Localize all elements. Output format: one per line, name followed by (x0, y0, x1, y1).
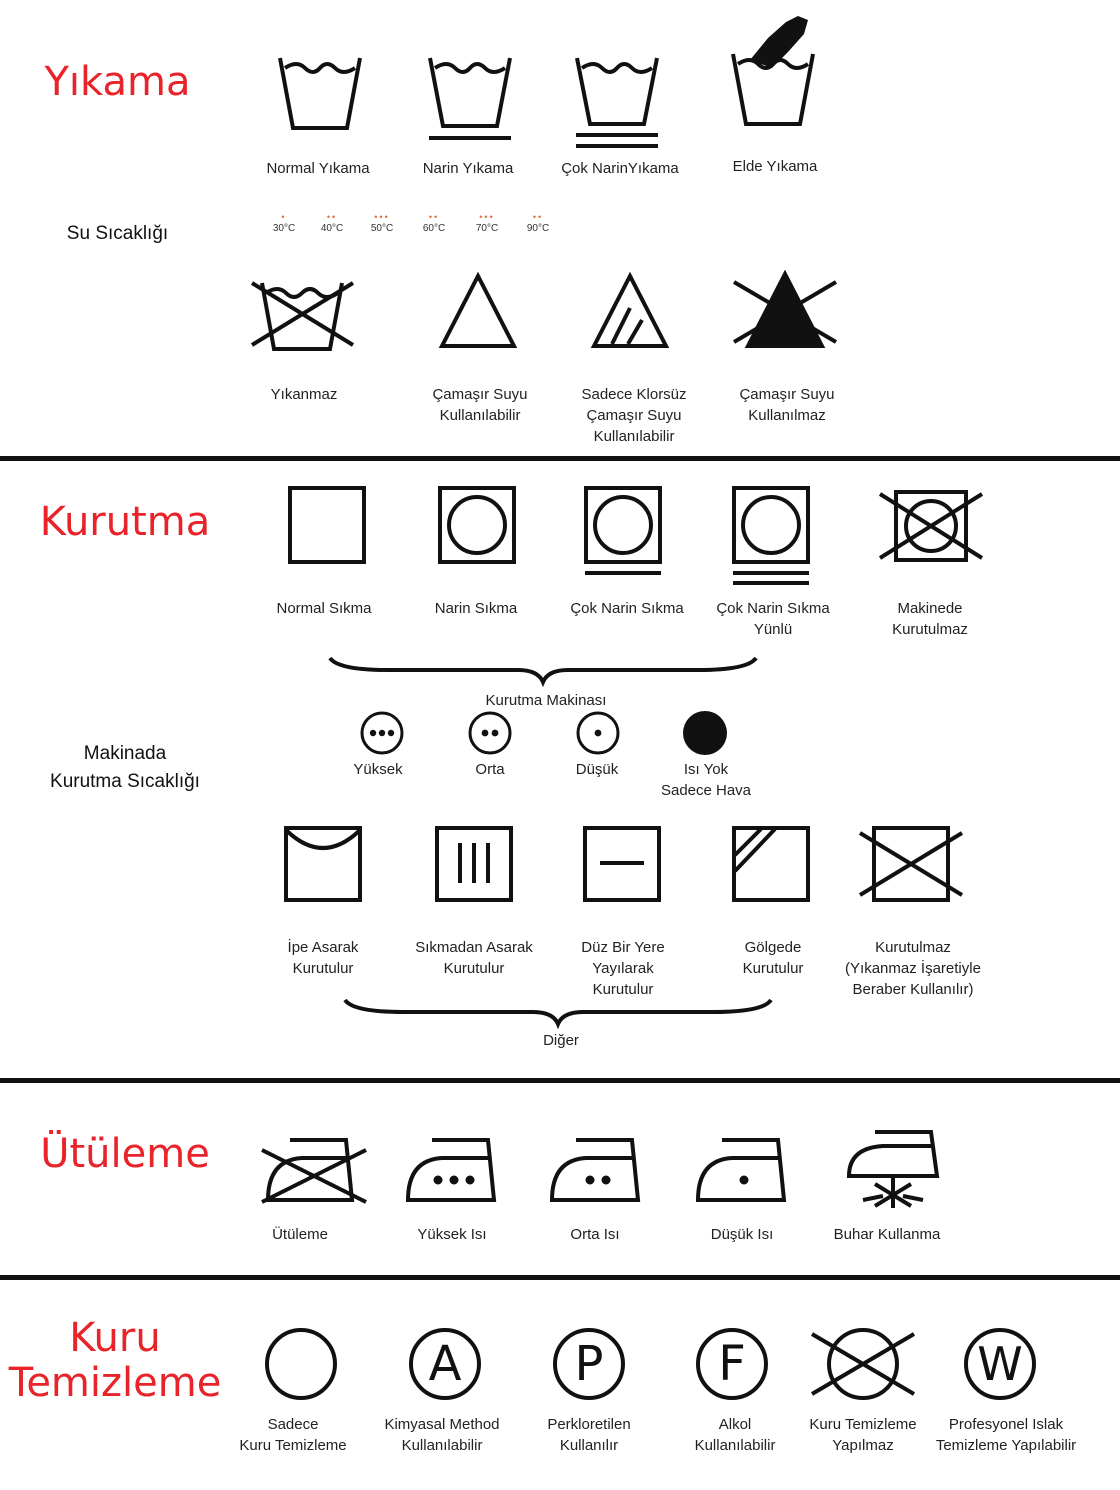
heat-label: Orta (475, 761, 505, 778)
temperature-label: 50°C (370, 223, 394, 234)
heat-label: Isı Yok Sadece Hava (660, 761, 752, 799)
temperature-label: 70°C (475, 223, 499, 234)
square-icon (287, 485, 367, 565)
other-dry-label: Gölgede Kurutulur (742, 939, 804, 977)
bleach-triangle-icon (438, 272, 518, 350)
subheading-line2: Kurutma Sıcaklığı (50, 770, 200, 792)
group-label-tumble: Kurutma Makinası (485, 692, 607, 709)
temperature-dots: ••• (374, 212, 390, 222)
washing-label: Elde Yıkama (732, 158, 818, 175)
section-divider (0, 1275, 1120, 1280)
group-brace (328, 652, 758, 686)
section-title-utuleme: Ütüleme (40, 1131, 210, 1177)
tumble-label: Normal Sıkma (276, 600, 372, 617)
temperature-label: 60°C (422, 223, 446, 234)
temperature-dots: ••• (479, 212, 495, 222)
ironing-label: Yüksek Isı (417, 1226, 487, 1243)
other-dry-label: İpe Asarak Kurutulur (287, 939, 359, 977)
section-title-kurutma: Kurutma (39, 499, 211, 545)
ironing-label: Düşük Isı (710, 1226, 774, 1243)
subheading-water-temperature: Su Sıcaklığı (66, 223, 169, 244)
do-not-bleach-icon (730, 270, 840, 352)
temperature-item (264, 212, 304, 234)
temperature-item (312, 212, 352, 234)
section-divider (0, 1078, 1120, 1083)
dry-clean-label: Kimyasal Method Kullanılabilir (384, 1416, 500, 1454)
tumble-label: Çok Narin Sıkma (570, 600, 684, 617)
no-steam-icon (843, 1126, 943, 1208)
ironing-label: Ütüleme (272, 1226, 328, 1243)
tumble-label: Makinede Kurutulmaz (892, 600, 968, 638)
ironing-label: Orta Isı (570, 1226, 620, 1243)
hand-wash-icon (728, 12, 818, 130)
dry-clean-letter: A (428, 1336, 462, 1392)
filled-circle-icon (682, 710, 728, 756)
washtub-one-bar-icon (425, 50, 515, 145)
washtub-two-bars-icon (572, 50, 662, 155)
temperature-dots: •• (428, 212, 440, 222)
dry-in-shade-icon (731, 825, 811, 903)
heat-label: Düşük (575, 761, 619, 778)
circle-a-icon (407, 1326, 483, 1402)
ironing-label: Buhar Kullanma (833, 1226, 941, 1243)
temperature-label: 90°C (526, 223, 550, 234)
temperature-item (518, 212, 558, 234)
do-not-tumble-dry-icon (878, 488, 984, 564)
dry-clean-label: Sadece Kuru Temizleme (239, 1416, 347, 1454)
temperature-item (467, 212, 507, 234)
temperature-label: 30°C (272, 223, 296, 234)
temperature-dots: •• (326, 212, 338, 222)
group-brace (343, 994, 773, 1028)
do-not-dry-clean-icon (810, 1326, 916, 1402)
bleach-label: Sadece Klorsüz Çamaşır Suyu Kullanılabilir (581, 386, 687, 445)
drip-dry-icon (434, 825, 514, 903)
iron-one-dot-icon (694, 1130, 789, 1206)
two-dots-circle-icon (467, 710, 513, 756)
washing-label: Narin Yıkama (422, 160, 514, 177)
dry-clean-label: Perkloretilen Kullanılır (547, 1416, 631, 1454)
heat-label: Yüksek (353, 761, 403, 778)
dry-clean-letter: F (718, 1336, 746, 1392)
subheading-machine-dry-temperature (20, 740, 230, 795)
three-dots-circle-icon (359, 710, 405, 756)
circle-p-icon (551, 1326, 627, 1402)
dry-flat-icon (582, 825, 662, 903)
do-not-iron-icon (260, 1130, 368, 1206)
temperature-label: 40°C (320, 223, 344, 234)
other-dry-label: Sıkmadan Asarak Kurutulur (415, 939, 533, 977)
bleach-label: Çamaşır Suyu Kullanılmaz (739, 386, 835, 424)
temperature-dots: • (281, 212, 287, 222)
section-title-kuru-temizleme (0, 1316, 230, 1406)
non-chlorine-bleach-icon (590, 272, 670, 350)
dry-clean-label: Kuru Temizleme Yapılmaz (809, 1416, 917, 1454)
section-title-line2: Temizleme (8, 1359, 222, 1406)
tumble-dry-two-bars-icon (731, 485, 811, 587)
tumble-dry-icon (437, 485, 517, 565)
washing-label: Çok NarinYıkama (561, 160, 679, 177)
dry-clean-letter: P (574, 1336, 604, 1392)
section-divider (0, 456, 1120, 461)
bleach-label: Çamaşır Suyu Kullanılabilir (432, 386, 528, 424)
washtub-icon (275, 50, 365, 135)
section-title-yikama: Yıkama (44, 59, 191, 105)
temperature-dots: •• (532, 212, 544, 222)
other-dry-label: Düz Bir Yere Yayılarak Kurutulur (581, 939, 665, 998)
bleach-label: Yıkanmaz (270, 386, 338, 403)
temperature-item (414, 212, 454, 234)
circle-f-icon (694, 1326, 770, 1402)
one-dot-circle-icon (575, 710, 621, 756)
dry-clean-label: Alkol Kullanılabilir (694, 1416, 776, 1454)
group-label-other: Diğer (543, 1032, 579, 1049)
tumble-dry-one-bar-icon (583, 485, 663, 577)
iron-three-dots-icon (404, 1130, 499, 1206)
circle-w-icon (962, 1326, 1038, 1402)
section-title-line1: Kuru (69, 1315, 161, 1361)
washing-label: Normal Yıkama (266, 160, 370, 177)
subheading-line1: Makinada (83, 743, 167, 764)
dry-clean-letter: W (977, 1337, 1023, 1391)
do-not-dry-icon (858, 825, 964, 903)
iron-two-dots-icon (548, 1130, 643, 1206)
dry-clean-label: Profesyonel Islak Temizleme Yapılabilir (935, 1416, 1077, 1454)
do-not-wash-icon (250, 275, 355, 355)
temperature-item (362, 212, 402, 234)
other-dry-label: Kurutulmaz (Yıkanmaz İşaretiyle Beraber Kullanılır) (845, 939, 981, 998)
circle-icon (263, 1326, 339, 1402)
line-dry-icon (283, 825, 363, 903)
tumble-label: Çok Narin Sıkma Yünlü (716, 600, 830, 638)
tumble-label: Narin Sıkma (434, 600, 518, 617)
